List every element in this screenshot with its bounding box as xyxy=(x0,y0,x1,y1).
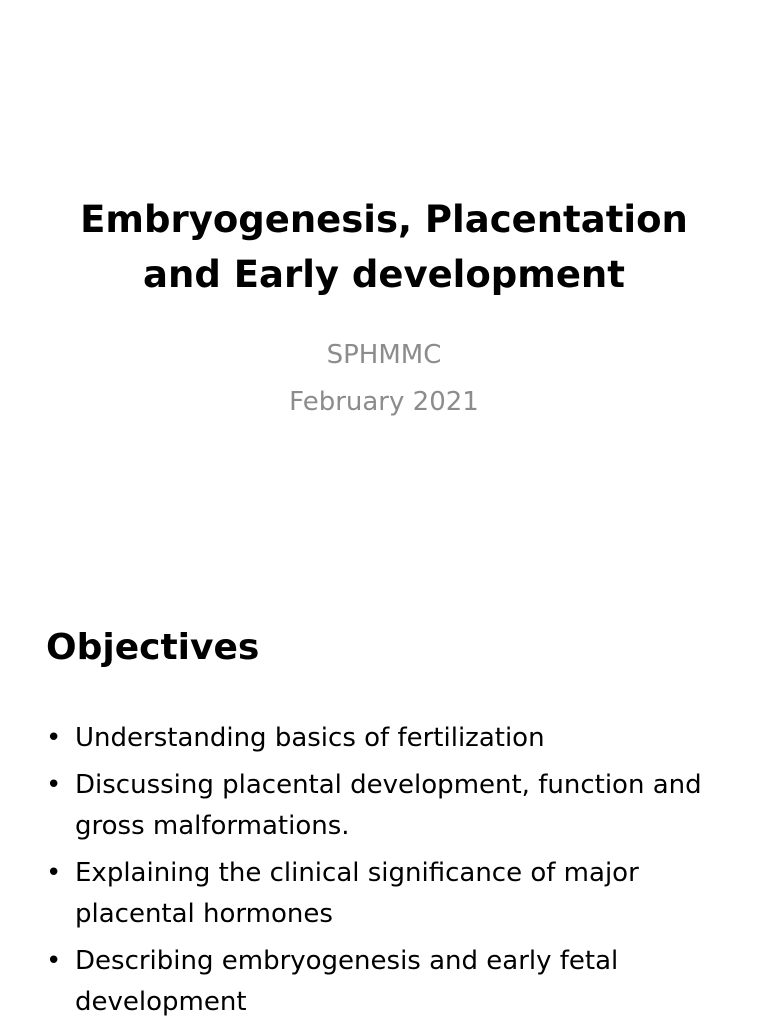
slide-title-line-1: Embryogenesis, Placentation xyxy=(80,198,688,241)
bullet-icon: • xyxy=(46,858,62,888)
list-item-text: Understanding basics of fertilization xyxy=(75,723,545,753)
objectives-heading: Objectives xyxy=(46,627,260,668)
subtitle-date: February 2021 xyxy=(289,387,479,417)
list-item xyxy=(46,765,706,847)
slide-title-line-2: and Early development xyxy=(143,253,625,296)
subtitle-organization: SPHMMC xyxy=(326,340,442,370)
bullet-icon: • xyxy=(46,946,62,976)
list-item-text: Explaining the clinical significance of major placental hormones xyxy=(75,858,639,929)
slide-subtitle xyxy=(40,332,728,426)
objectives-slide xyxy=(0,576,768,1024)
objectives-list xyxy=(46,718,706,1029)
list-item xyxy=(46,853,706,935)
list-item-text: Describing embryogenesis and early fetal development xyxy=(75,946,619,1017)
list-item xyxy=(46,941,706,1023)
slide-title xyxy=(40,192,728,302)
list-item xyxy=(46,718,706,759)
list-item-text: Discussing placental development, function and gross malformations. xyxy=(75,770,702,841)
bullet-icon: • xyxy=(46,723,62,753)
bullet-icon: • xyxy=(46,770,62,800)
